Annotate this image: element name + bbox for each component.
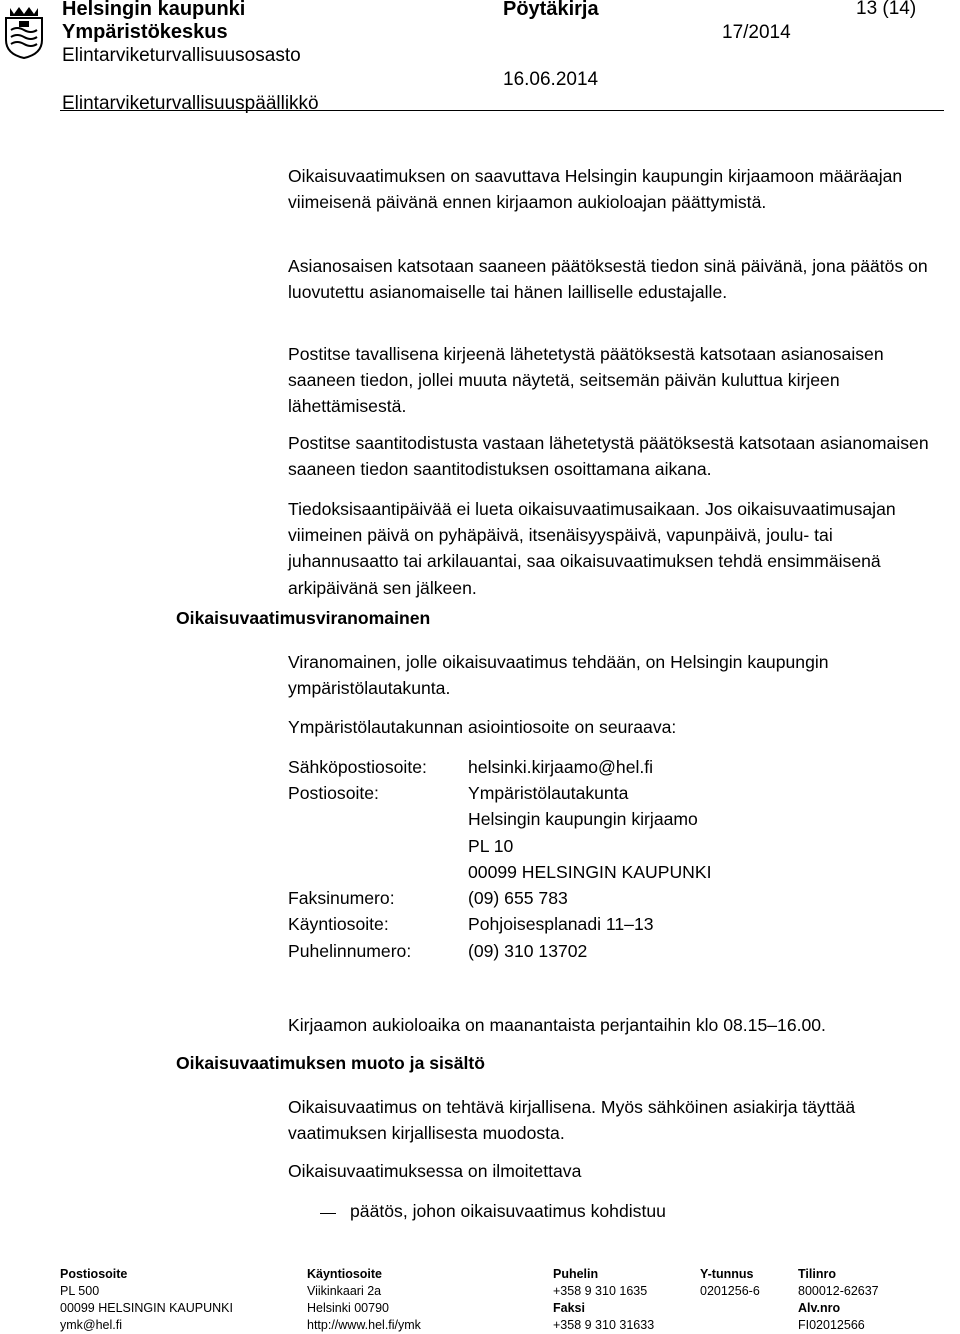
visit-label: Käyntiosoite: <box>288 914 389 934</box>
footer-col-business-id: Y-tunnus 0201256-6 <box>700 1267 760 1298</box>
page-number: 13 (14) <box>856 0 917 19</box>
footer-col-phone: Puhelin +358 9 310 1635 Faksi +358 9 310 31633 <box>553 1267 655 1332</box>
meeting-date: 16.06.2014 <box>503 69 599 90</box>
footer-col-visit: Käyntiosoite Viikinkaari 2a Helsinki 00790 http://www.hel.fi/ymk <box>307 1267 421 1332</box>
paragraph-authority: Viranomainen, jolle oikaisuvaatimus tehdään, on Helsingin kaupungin ympäristölautakunta. <box>288 652 829 699</box>
department: Elintarviketurvallisuusosasto <box>62 45 301 66</box>
paragraph-holiday: Tiedoksisaantipäivää ei lueta oikaisuvaatimusaikaan. Jos oikaisuvaatimusajan viimeinen päivä on pyhäpäivä, itsenäisyyspäivä, vapunpäivä, joulu- tai juhannusaatto tai arkilauantai, saa oikaisuvaatimuksen tehdä ensimmäisenä arkipäivänä sen jälkeen. <box>288 499 896 598</box>
paragraph-address-intro: Ympäristölautakunnan asiointiosoite on seuraava: <box>288 717 677 737</box>
post-line: PL 10 <box>468 836 514 856</box>
header-divider <box>60 110 944 111</box>
org-name: Helsingin kaupunki <box>62 0 246 20</box>
paragraph-form: Oikaisuvaatimus on tehtävä kirjallisena. Myös sähköinen asiakirja täyttää vaatimuksen kirjallisesta muodosta. <box>288 1097 856 1144</box>
email-label: Sähköpostiosoite: <box>288 757 427 777</box>
phone-value: (09) 310 13702 <box>468 941 588 961</box>
paragraph-post: Postitse tavallisena kirjeenä lähetetystä päätöksestä katsotaan asianosaisen saaneen tiedon, jollei muuta näytetä, seitsemän päivän kuluttua kirjeen lähettämisestä. <box>288 344 884 417</box>
paragraph-opening-hours: Kirjaamon aukioloaika on maanantaista perjantaihin klo 08.15–16.00. <box>288 1015 826 1035</box>
paragraph-deadline: Oikaisuvaatimuksen on saavuttava Helsingin kaupungin kirjaamoon määräajan viimeisenä päivänä ennen kirjaamon aukioloajan päättymistä. <box>288 166 903 213</box>
footer-col-postal: Postiosoite PL 500 00099 HELSINGIN KAUPUNKI ymk@hel.fi <box>60 1267 233 1332</box>
paragraph-receipt: Postitse saantitodistusta vastaan lähetetystä päätöksestä katsotaan asianomaisen saaneen tiedon saantitodistuksen osoittamana aikana. <box>288 433 929 480</box>
post-line: 00099 HELSINGIN KAUPUNKI <box>468 862 712 882</box>
dash-bullet-icon <box>320 1213 336 1214</box>
paragraph-requirements: Oikaisuvaatimuksessa on ilmoitettava <box>288 1161 582 1181</box>
role: Elintarviketurvallisuuspäällikkö <box>62 93 319 114</box>
helsinki-crest-logo <box>2 4 46 60</box>
footer-col-account: Tilinro 800012-62637 Alv.nro FI02012566 <box>798 1267 879 1332</box>
post-line: Helsingin kaupungin kirjaamo <box>468 809 698 829</box>
visit-value: Pohjoisesplanadi 11–13 <box>468 914 654 934</box>
footer-email[interactable]: ymk@hel.fi <box>60 1318 123 1332</box>
post-label: Postiosoite: <box>288 783 379 803</box>
footer-website-link[interactable]: http://www.hel.fi/ymk <box>307 1318 421 1332</box>
fax-label: Faksinumero: <box>288 888 395 908</box>
email-value[interactable]: helsinki.kirjaamo@hel.fi <box>468 757 654 777</box>
doc-type: Pöytäkirja <box>503 0 599 20</box>
section-heading-authority: Oikaisuvaatimusviranomainen <box>176 608 431 628</box>
fax-value: (09) 655 783 <box>468 888 568 908</box>
post-line: Ympäristölautakunta <box>468 783 629 803</box>
paragraph-notice: Asianosaisen katsotaan saaneen päätöksestä tiedon sinä päivänä, jona päätös on luovutettu asianomaiselle tai hänen lailliselle edustajalle. <box>288 256 928 303</box>
phone-label: Puhelinnumero: <box>288 941 412 961</box>
section-heading-form: Oikaisuvaatimuksen muoto ja sisältö <box>176 1053 485 1073</box>
bullet-item: päätös, johon oikaisuvaatimus kohdistuu <box>350 1201 666 1221</box>
body-name: Ympäristökeskus <box>62 21 228 43</box>
meeting-number: 17/2014 <box>722 22 791 43</box>
